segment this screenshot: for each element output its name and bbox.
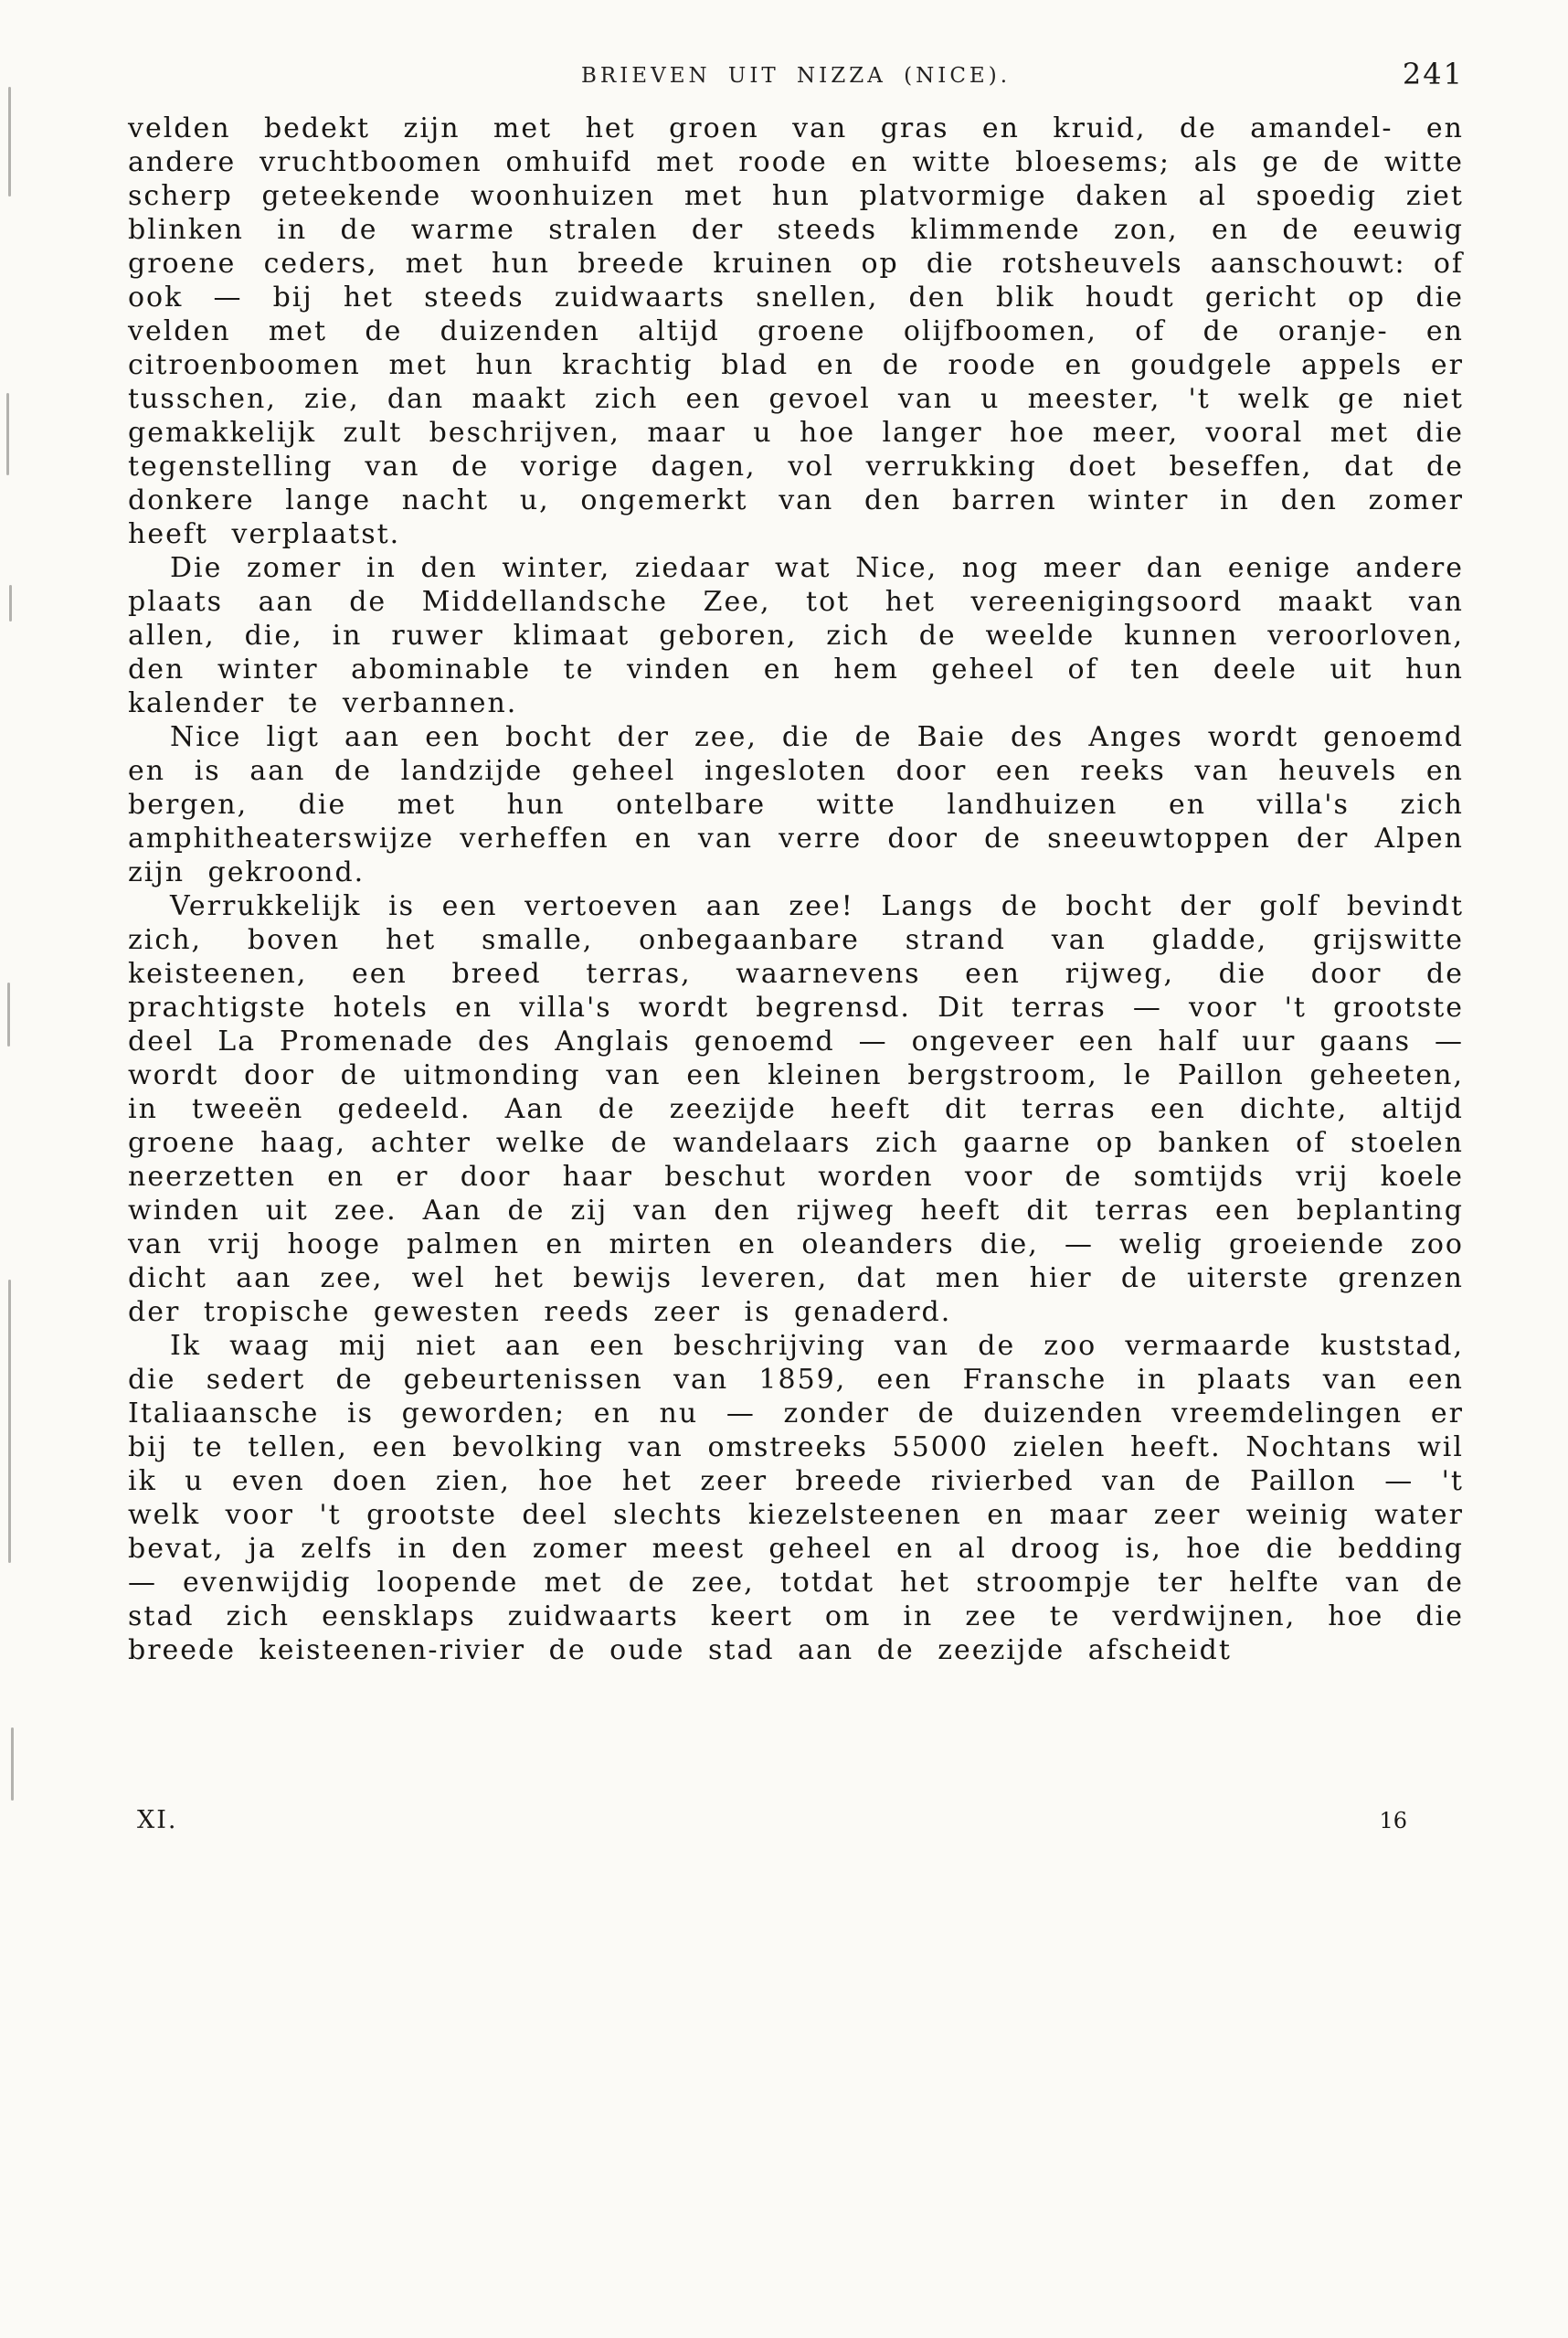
scan-artifact — [8, 87, 11, 197]
scan-artifact — [8, 1280, 11, 1563]
sheet-number: 16 — [1379, 1808, 1407, 1833]
paragraph: Verrukkelijk is een vertoeven aan zee! Langs de bocht der golf bevindt zich, boven het smalle, onbegaanbare strand van gladde, grijswitte keisteenen, een breed terras, waarnevens een rijweg, die door de prachtigste hotels en villa's wordt begrensd. Dit terras — voor 't grootste deel La Promenade des Anglais genoemd — ongeveer een half uur gaans — wordt door de uitmonding van een kleinen bergstroom, le Paillon geheeten, in tweeën gedeeld. Aan de zeezijde heeft dit terras een dichte, altijd groene haag, achter welke de wandelaars zich gaarne op banken of stoelen neerzetten en er door haar beschut worden voor de somtijds vrij koele winden uit zee. Aan de zij van den rijweg heeft dit terras een beplanting van vrij hooge palmen en mirten en oleanders die, — welig groeiende zoo dicht aan zee, wel het bewijs leveren, dat men hier de uiterste grenzen der tropische gewesten reeds zeer is genaderd. — [128, 890, 1464, 1328]
paragraph: Ik waag mij niet aan een beschrijving van de zoo vermaarde kuststad, die sedert de gebeurtenissen van 1859, een Fransche in plaats van een Italiaansche is geworden; en nu — zonder de duizenden vreemdelingen er bij te tellen, een bevolking van omstreeks 55000 zielen heeft. Nochtans wil ik u even doen zien, hoe het zeer breede rivierbed van de Paillon — 't welk voor 't grootste deel slechts kiezelsteenen en maar zeer weinig water bevat, ja zelfs in den zomer meest geheel en al droog is, hoe die bedding — evenwijdig loopende met de zee, totdat het stroompje ter helfte van de stad zich eensklaps zuidwaarts keert om in zee te verdwijnen, hoe die breede keisteenen-rivier de oude stad aan de zeezijde afscheidt — [128, 1330, 1464, 1666]
page-header — [128, 58, 1464, 97]
scan-artifact — [11, 1727, 14, 1801]
scan-artifact — [9, 585, 12, 622]
paragraph: Die zomer in den winter, ziedaar wat Nice, nog meer dan eenige andere plaats aan de Middellandsche Zee, tot het vereenigingsoord maakt van allen, die, in ruwer klimaat geboren, zich de weelde kunnen veroorloven, den winter abominable te vinden en hem geheel of ten deele uit hun kalender te verbannen. — [128, 552, 1464, 719]
text-block — [128, 112, 1464, 1667]
scan-artifact — [6, 393, 9, 475]
paragraph: Nice ligt aan een bocht der zee, die de Baie des Anges wordt genoemd en is aan de landzijde geheel ingesloten door een reeks van heuvels en bergen, die met hun ontelbare witte landhuizen en villa's zich amphitheaterswijze verheffen en van verre door de sneeuwtoppen der Alpen zijn gekroond. — [128, 721, 1464, 888]
volume-mark: XI. — [137, 1806, 178, 1834]
page-footer — [128, 1802, 1464, 1839]
scan-artifact — [7, 983, 10, 1047]
page-number: 241 — [1402, 57, 1464, 91]
paragraph: velden bedekt zijn met het groen van gras en kruid, de amandel- en andere vruchtboomen omhuifd met roode en witte bloesems; als ge de witte scherp geteekende woonhuizen met hun platvormige daken al spoedig ziet blinken in de warme stralen der steeds klimmende zon, en de eeuwig groene ceders, met hun breede kruinen op die rotsheuvels aanschouwt: of ook — bij het steeds zuidwaarts snellen, den blik houdt gericht op die velden met de duizenden altijd groene olijfboomen, of de oranje- en citroenboomen met hun krachtig blad en de roode en goudgele appels er tusschen, zie, dan maakt zich een gevoel van u meester, 't welk ge niet gemakkelijk zult beschrijven, maar u hoe langer hoe meer, vooral met die tegenstelling van de vorige dagen, vol verrukking doet beseffen, dat de donkere lange nacht u, ongemerkt van den barren winter in den zomer heeft verplaatst. — [128, 112, 1464, 550]
running-title: BRIEVEN UIT NIZZA (NICE). — [581, 64, 1011, 88]
